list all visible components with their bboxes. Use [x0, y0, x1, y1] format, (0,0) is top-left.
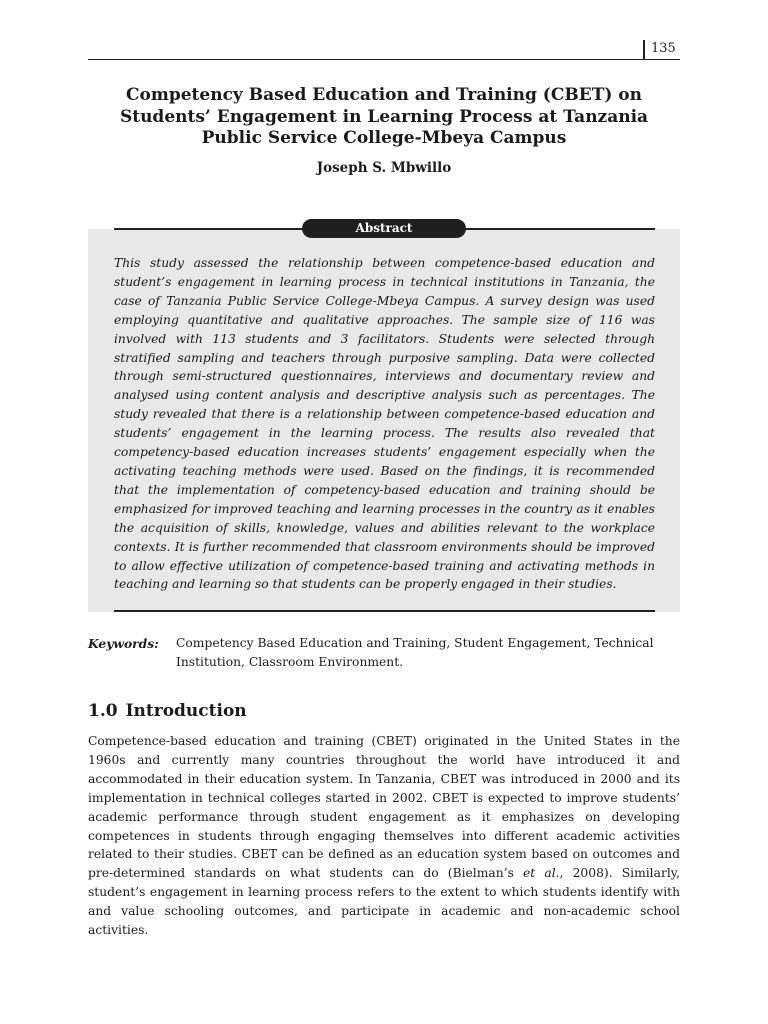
header-rule: [88, 59, 680, 60]
author-name: Joseph S. Mbwillo: [316, 160, 452, 176]
intro-text-part-2: ., 2008). Similarly, student’s engagement in learning process refers to the extent to which students identify with and value schooling outcomes, and participate in academic and non-academic school activities.: [88, 866, 680, 938]
intro-citation-italic: et al: [523, 866, 556, 881]
page-number: 135: [651, 41, 676, 56]
section-title: Introduction: [125, 701, 247, 721]
page-number-divider: [643, 40, 645, 60]
introduction-paragraph: [88, 732, 680, 940]
abstract-label: Abstract: [302, 219, 466, 238]
intro-text-part-1: Competence-based education and training (CBET) originated in the United States in the 1960s and currently many countries throughout the world have introduced it and accommodated in their education system. In Tanzania, CBET was introduced in 2000 and its implementation in technical colleges started in 2002. CBET is expected to improve students’ academic performance through student engagement as it emphasizes on developing competences in students through engaging themselves into different academic activities related to their studies. CBET can be defined as an education system based on outcomes and pre-determined standards on what students can do (Bielman’s: [88, 734, 680, 881]
paper-title: Competency Based Education and Training (CBET) on Students’ Engagement in Learning Process at Tanzania Public Service College-Mbeya Campus: [119, 85, 649, 148]
keywords-label: Keywords:: [88, 636, 159, 651]
abstract-text: This study assessed the relationship between competence-based education and student’s engagement in learning process in technical institutions in Tanzania, the case of Tanzania Public Service College-Mbeya Campus. A survey design was used employing quantitative and qualitative approaches. The sample size of 116 was involved with 113 students and 3 facilitators. Students were selected through stratified sampling and teachers through purposive sampling. Data were collected through semi-structured questionnaires, interviews and documentary review and analysed using content analysis and descriptive analysis such as percentages. The study revealed that there is a relationship between competence-based education and students’ engagement in the learning process. The results also revealed that competency-based education increases students’ engagement especially when the activating teaching methods were used. Based on the findings, it is recommended that the implementation of competency-based education and training should be emphasized for improved teaching and learning processes in the country as it enables the acquisition of skills, knowledge, values and abilities relevant to the workplace contexts. It is further recommended that classroom environments should be improved to allow effective utilization of competence-based training and activating methods in teaching and learning so that students can be properly engaged in their studies.: [114, 256, 655, 592]
section-heading-introduction: [88, 700, 247, 722]
keywords-text: Competency Based Education and Training, Student Engagement, Technical Institution, Classroom Environment.: [176, 636, 654, 669]
abstract-bottom-rule: [114, 610, 655, 612]
section-number: 1.0: [88, 701, 118, 721]
